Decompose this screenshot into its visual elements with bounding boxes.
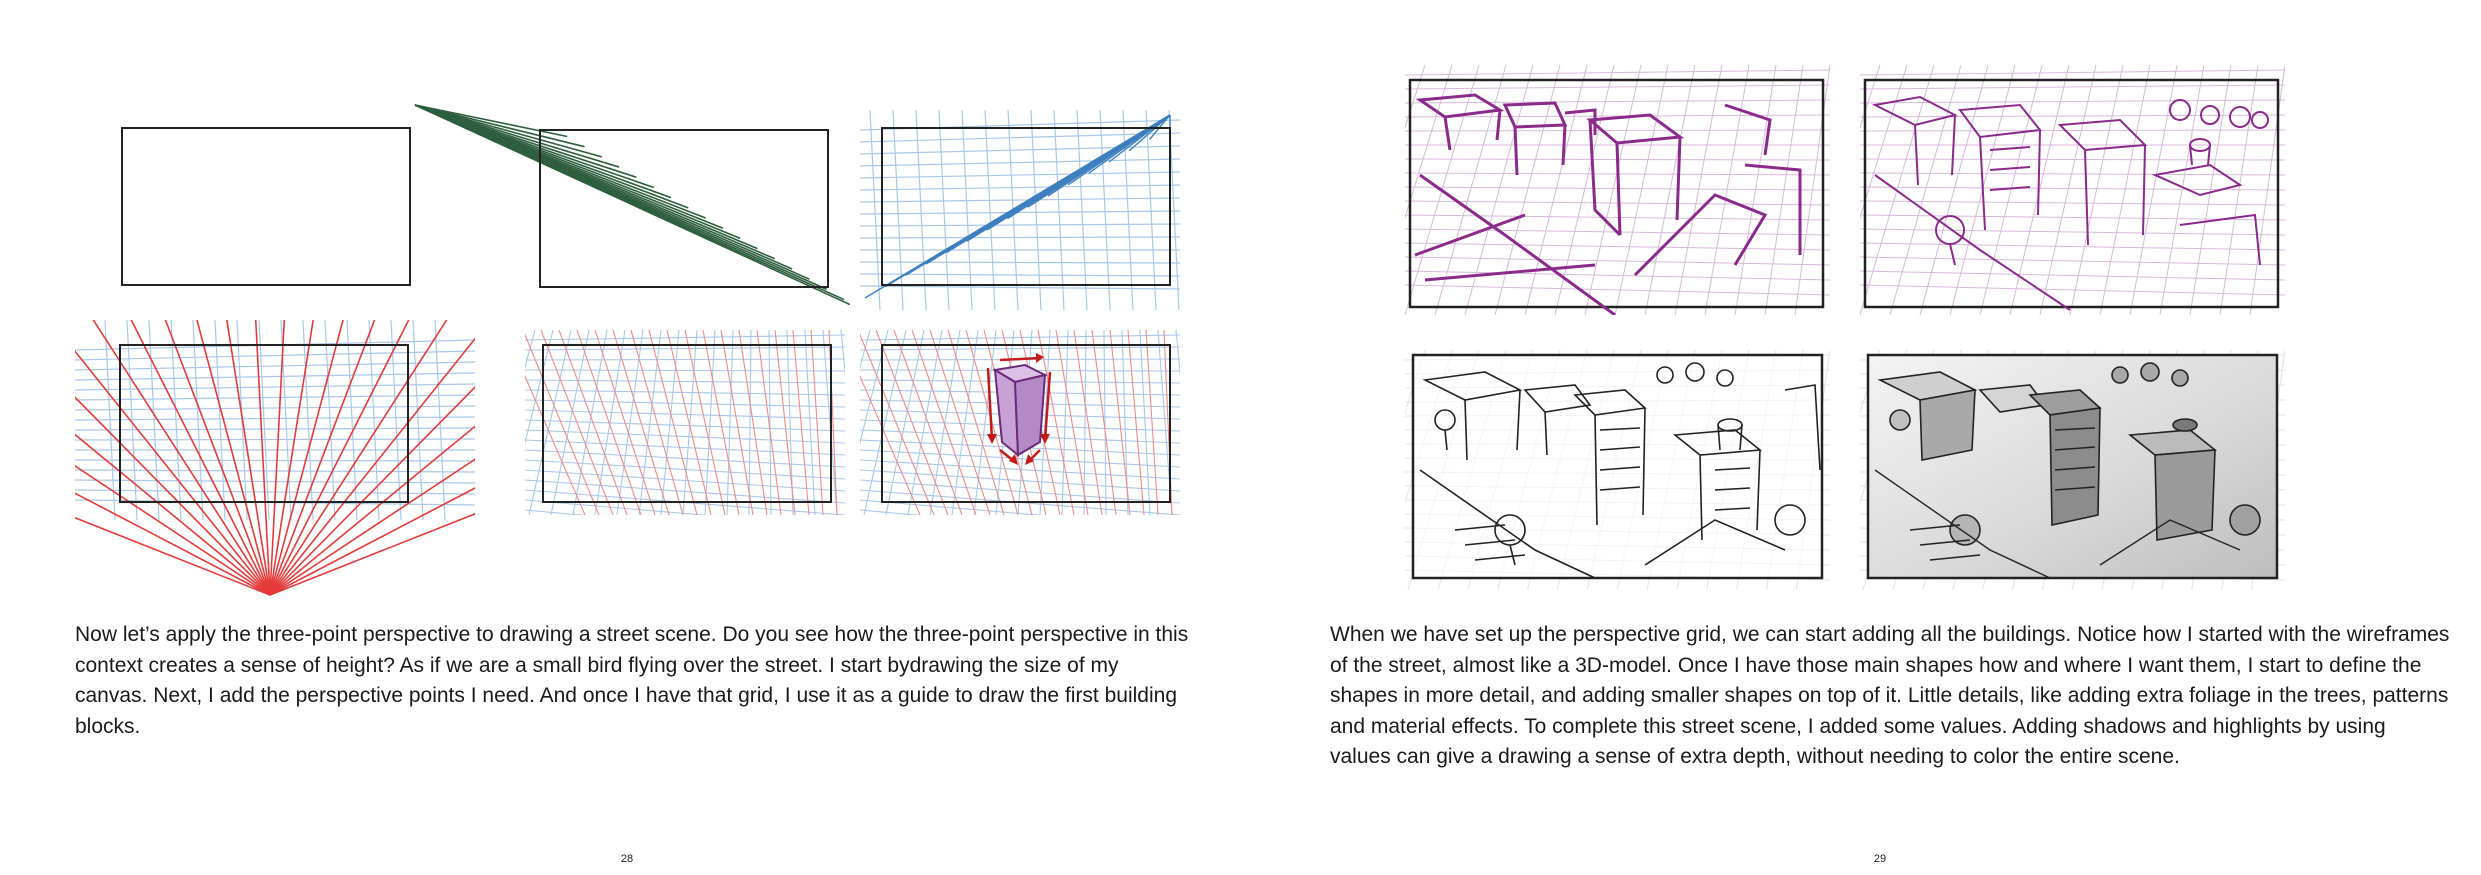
perspective-line <box>193 320 203 520</box>
figure-three-point-grid <box>525 330 845 515</box>
perspective-line <box>1860 201 2285 205</box>
page-number: 29 <box>1873 853 1887 865</box>
perspective-line <box>860 224 1180 226</box>
perspective-line <box>1860 229 2285 235</box>
figure-green-vanishing-point <box>400 95 850 305</box>
perspective-line <box>1405 285 1830 295</box>
perspective-line <box>860 211 1180 214</box>
perspective-line <box>75 439 475 440</box>
perspective-line <box>1860 115 2285 117</box>
perspective-line <box>1146 330 1158 515</box>
page-number: 28 <box>620 853 634 865</box>
perspective-line <box>1405 257 1830 265</box>
perspective-line <box>525 390 845 395</box>
perspective-line <box>1176 330 1180 515</box>
figure-street-shaded <box>1860 350 2285 590</box>
perspective-line <box>705 330 715 515</box>
figure-canvas-outline <box>120 125 415 290</box>
perspective-line <box>559 330 627 515</box>
perspective-line <box>703 330 739 515</box>
perspective-line <box>631 330 683 515</box>
perspective-line <box>860 146 1180 154</box>
perspective-line <box>962 110 972 310</box>
perspective-line <box>894 330 962 515</box>
perspective-line <box>1405 130 1830 131</box>
perspective-line <box>667 330 711 515</box>
perspective-line <box>525 420 845 431</box>
perspective-line <box>860 185 1180 190</box>
perspective-line <box>661 330 679 515</box>
perspective-line <box>1038 330 1074 515</box>
perspective-line <box>1860 85 2285 89</box>
perspective-line <box>860 237 1180 238</box>
perspective-line <box>2070 65 2123 315</box>
perspective-line <box>391 320 401 520</box>
perspective-line <box>347 320 357 520</box>
perspective-line <box>1645 65 1695 315</box>
perspective-line <box>1860 159 2285 160</box>
perspective-line <box>75 428 475 430</box>
perspective-line <box>1146 110 1156 310</box>
left-page <box>0 0 1240 875</box>
right-page <box>1240 0 2481 875</box>
perspective-line <box>75 460 475 461</box>
figure-street-detailed-sketch <box>1860 65 2285 315</box>
perspective-line <box>739 330 767 515</box>
perspective-line <box>2040 65 2096 315</box>
perspective-line <box>1860 130 2285 131</box>
perspective-line <box>864 330 906 515</box>
perspective-line <box>1860 70 2285 75</box>
perspective-line <box>1405 85 1830 89</box>
perspective-line <box>870 110 880 310</box>
perspective-line <box>1860 271 2285 280</box>
perspective-line <box>727 330 733 515</box>
perspective-line <box>685 330 725 515</box>
perspective-line <box>1077 110 1087 310</box>
perspective-line <box>270 442 475 595</box>
perspective-line <box>1100 110 1110 310</box>
perspective-line <box>525 335 845 340</box>
perspective-line <box>325 320 335 520</box>
perspective-line <box>860 172 1180 178</box>
perspective-line <box>860 335 1180 340</box>
perspective-line <box>811 330 823 515</box>
perspective-line <box>1074 330 1102 515</box>
perspective-line <box>860 262 1180 263</box>
perspective-line <box>865 115 1170 298</box>
perspective-line <box>525 347 845 350</box>
perspective-line <box>525 359 845 360</box>
perspective-line <box>639 330 661 515</box>
figure-grid-with-cube <box>860 330 1180 515</box>
perspective-line <box>1084 330 1086 515</box>
perspective-line <box>75 406 475 410</box>
cube-shape <box>995 365 1045 455</box>
perspective-line <box>529 330 571 515</box>
perspective-line <box>1615 65 1668 315</box>
perspective-line <box>75 395 475 400</box>
perspective-line <box>1054 110 1064 310</box>
perspective-line <box>841 330 845 515</box>
perspective-line <box>75 417 475 420</box>
perspective-line <box>1860 285 2285 295</box>
perspective-line <box>2100 65 2150 315</box>
perspective-line <box>270 320 287 595</box>
perspective-line <box>974 330 996 515</box>
perspective-line <box>860 159 1180 166</box>
body-paragraph: Now let’s apply the three-point perspective to drawing a street scene. Do you see how the three-point perspective in this context creates a sense of height? As if we are a small bird flying over the street. I start bydrawing the size of my canvas. Next, I add the perspective points I need. And once I have that grid, I use it as a guide to draw the first building blocks. <box>75 623 1189 738</box>
perspective-line <box>1860 257 2285 265</box>
figure-street-blocks-wireframe <box>1405 65 1830 315</box>
figure-street-line-art <box>1405 350 1830 590</box>
perspective-line <box>1405 70 1830 75</box>
perspective-line <box>860 198 1180 202</box>
perspective-line <box>415 105 850 305</box>
perspective-line <box>75 373 475 380</box>
perspective-line <box>749 330 751 515</box>
figure-red-vanishing-point <box>75 320 475 600</box>
perspective-line <box>1056 330 1088 515</box>
perspective-line <box>860 330 888 515</box>
perspective-line <box>1405 243 1830 250</box>
perspective-line <box>525 430 845 443</box>
perspective-line <box>721 330 753 515</box>
perspective-line <box>1062 330 1068 515</box>
figure-blue-vanishing-point <box>860 110 1180 310</box>
perspective-line <box>985 110 995 310</box>
perspective-line <box>860 347 1180 350</box>
perspective-line <box>413 320 423 520</box>
perspective-line <box>1860 243 2285 250</box>
perspective-line <box>1031 110 1041 310</box>
body-paragraph: When we have set up the perspective grid, we can start adding all the buildings. Notice how I started with the wireframes of the street, almost like a 3D-model. Once I have those main shapes how and where I want them, I start to define the shapes in more detail, and adding smaller shapes on top of it. Little details, like adding extra foliage in the trees, patterns and material effects. To complete this street scene, I added some values. Adding shadows and highlights by using values can give a drawing a sense of extra depth, without needing to color the entire scene. <box>1330 623 2450 768</box>
perspective-line <box>525 330 553 515</box>
perspective-line <box>153 320 270 595</box>
